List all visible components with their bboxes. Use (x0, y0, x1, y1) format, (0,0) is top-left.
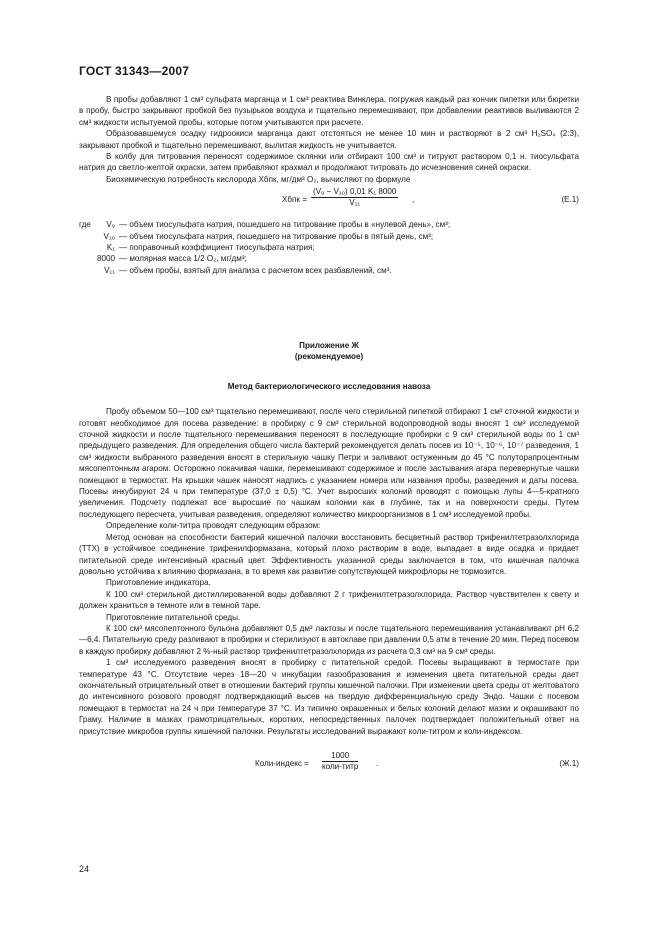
definition-text: — объем тиосульфата натрия, пошедшего на титрование пробы в пятый день, см³; (119, 231, 434, 241)
paragraph: В пробы добавляют 1 см³ сульфата марганца и 1 см³ реактива Винклера, погружая каждый раз кончик пипетки или бюретки в пробу, быстро закрывают пробкой без пузырьков воздуха и тщательно перемешивают, при добавлении реактивов выливаются 2 см³ жидкости испытуемой пробы, которые потом учитываются при расчете. (79, 95, 579, 127)
formula-numerator: (V₉ − V₁₀) 0,01 K₁ 8000 (313, 187, 397, 197)
document-header: ГОСТ 31343—2007 (79, 64, 190, 78)
definitions-list (79, 219, 579, 276)
definition-row (79, 231, 579, 242)
definition-symbol: V₁₁ (104, 265, 115, 275)
formula-lhs: Xбпк = (282, 195, 307, 205)
formula-denominator: коли-титр (322, 762, 359, 771)
page-number: 24 (79, 864, 90, 874)
definition-text: — объем тиосульфата натрия, пошедшего на титрование пробы в «нулевой день», см³; (119, 220, 451, 230)
definition-row (79, 265, 579, 276)
definition-symbol: V₁₀ (103, 231, 115, 241)
paragraph: В колбу для титрования переносят содержимое склянки или отбирают 100 см³ и титруют раствором 0,1 н. тиосульфата натрия до светло-желтой окраски, затем прибавляют крахмал и продолжают титровать до исчезновения синей окраски. (79, 152, 579, 173)
paragraph: К 100 см³ стерильной дистиллированной воды добавляют 2 г трифенилтетразолхлорида. Раствор чувствителен к свету и должен храниться в темноте или в темной таре. (79, 589, 579, 611)
formula-fraction (311, 187, 398, 208)
paragraph: Метод основан на способности бактерий кишечной палочки восстановить бесцветный раствор трифенилтетразолхлорида (ТТХ) в устойчивое соединение трифенилформазана, который плохо растворим в воде, выпадает в виде осадка и придает питательной среде интенсивный красный цвет. Эффективность указанной среды заключается в том, что кишечная палочка довольно устойчива к влиянию формазана, в то время как развитие сопутствующей микрофлоры не тормозится. (79, 532, 579, 576)
formula-number: (Е.1) (561, 195, 579, 205)
formula-tail: , (412, 195, 415, 205)
paragraph: Определение коли-титра проводят следующим образом: (106, 521, 321, 531)
section-bpk (79, 94, 579, 276)
appendix-heading: Метод бактериологического исследования навоза (227, 381, 431, 391)
paragraph: Биохимическую потребность кислорода Xбпк, мг/дм³ O₂, вычисляют по формуле (106, 174, 411, 184)
paragraph: Приготовление индикатора. (106, 578, 211, 588)
formula-zh1 (79, 751, 579, 775)
definition-symbol: K₁ (106, 243, 115, 253)
definition-symbol: 8000 (96, 254, 115, 264)
formula-number: (Ж.1) (559, 759, 579, 768)
formula-lhs: Коли-индекс = (255, 759, 309, 768)
appendix-title: Приложение Ж (299, 341, 359, 350)
definition-row (79, 219, 579, 230)
definition-text: — объем пробы, взятый для анализа с расчетом всех разбавлений, см³. (119, 265, 392, 275)
definition-text: — молярная масса 1/2 O₂, мг/дм³; (119, 254, 247, 264)
definition-row (79, 253, 579, 264)
definition-symbol: V₉ (106, 220, 115, 230)
appendix-zh (79, 340, 579, 775)
definition-row (79, 242, 579, 253)
formula-fraction (322, 751, 358, 772)
formula-e1 (79, 187, 579, 211)
appendix-subtitle: (рекомендуемое) (294, 352, 364, 362)
paragraph: К 100 см³ мясопептонного бульона добавляют 0,5 дм³ лактозы и после тщательного перемешивания устанавливают рН 6,2—6,4. Питательную среду разливают в пробирки и стерилизуют в автоклаве при давлении 0,5 атм в течение 20 мин. Перед посевом в каждую пробирку добавляют 2 %-ный раствор трифенилтетразолхлорида из расчета 0,3 см³ на 9 см³ среды. (79, 623, 579, 656)
formula-denominator: V₁₁ (349, 198, 361, 208)
paragraph: Образовавшемуся осадку гидроокиси марганца дают отстояться не менее 10 мин и растворяют в 2 см³ H₂SO₄ (2:3), закрывают пробкой и тщательно перемешивают, вылитая жидкость не учитывается. (79, 129, 579, 150)
where-prefix: где (79, 220, 91, 230)
formula-tail: . (376, 759, 379, 768)
formula-numerator: 1000 (322, 751, 358, 762)
definition-text: — поправочный коэффициент тиосульфата натрия; (119, 243, 315, 253)
paragraph: 1 см³ исследуемого разведения вносят в пробирку с питательной средой. Посевы выращивают в термостате при температуре 43 °С. Отсутствие через 18—20 ч инкубации газообразования и изменения цвета питательной среды дает окончательный отрицательный ответ в отношении бактерий группы кишечной палочки. При изменении цвета среды от желтоватого до интенсивного розового проводят подтверждающий высев на твердую дифференциальную среду Эндо. Чашки с посевом помещают в термостат на 24 ч при температуре 37 °С. Из типично окрашенных и белых колоний делают мазки и окрашивают по Граму. Наличие в мазках грамотрицательных, коротких, непосредственных палочек подтверждает положительный ответ на присутствие микробов группы кишечной палочки. Результаты исследований выражают коли-титром и коли-индексом. (79, 658, 579, 736)
paragraph: Приготовление питательной среды. (106, 612, 241, 622)
paragraph: Пробу объемом 50—100 см³ тщательно перемешивают, после чего стерильной пипеткой отбирают 1 см³ сточной жидкости и готовят необходимое для посева разведение: в пробирку с 9 см³ стерильной водопроводной воды вносят 1 см³ исследуемой сточной жидкости и после тщательного перемешивания переносят в последующие пробирки с 9 см³ стерильной воды по 1 см³ предыдущего разведения. Для определения общего числа бактерий рекомендуется делать посев из 10⁻⁵, 10⁻⁶, 10⁻⁷ разведения, 1 см³ жидкости выбранного разведения вносят в стерильную чашку Петри и заливают остуженным до 45 °С полуторапроцентным мясопептонным агаром. Осторожно покачивая чашки, перемешивают содержимое и после застывания агара перевернутые чашки помещают в термостат. На крышки чашек наносят надпись с указанием номера или названия пробы, разведения и даты посева. Посевы инкубируют 24 ч при температуре (37,0 ± 0,5) °С. Учет выросших колоний проводят с помощью лупы 4—5-кратного увеличения. Подсчету подлежат все выросшие по чашкам колонии как в глубине, так и на поверхности среды. Путем последующего пересчета, учитывая разведения, определяют количество микроорганизмов в 1 см³ исследуемой пробы. (79, 407, 579, 519)
